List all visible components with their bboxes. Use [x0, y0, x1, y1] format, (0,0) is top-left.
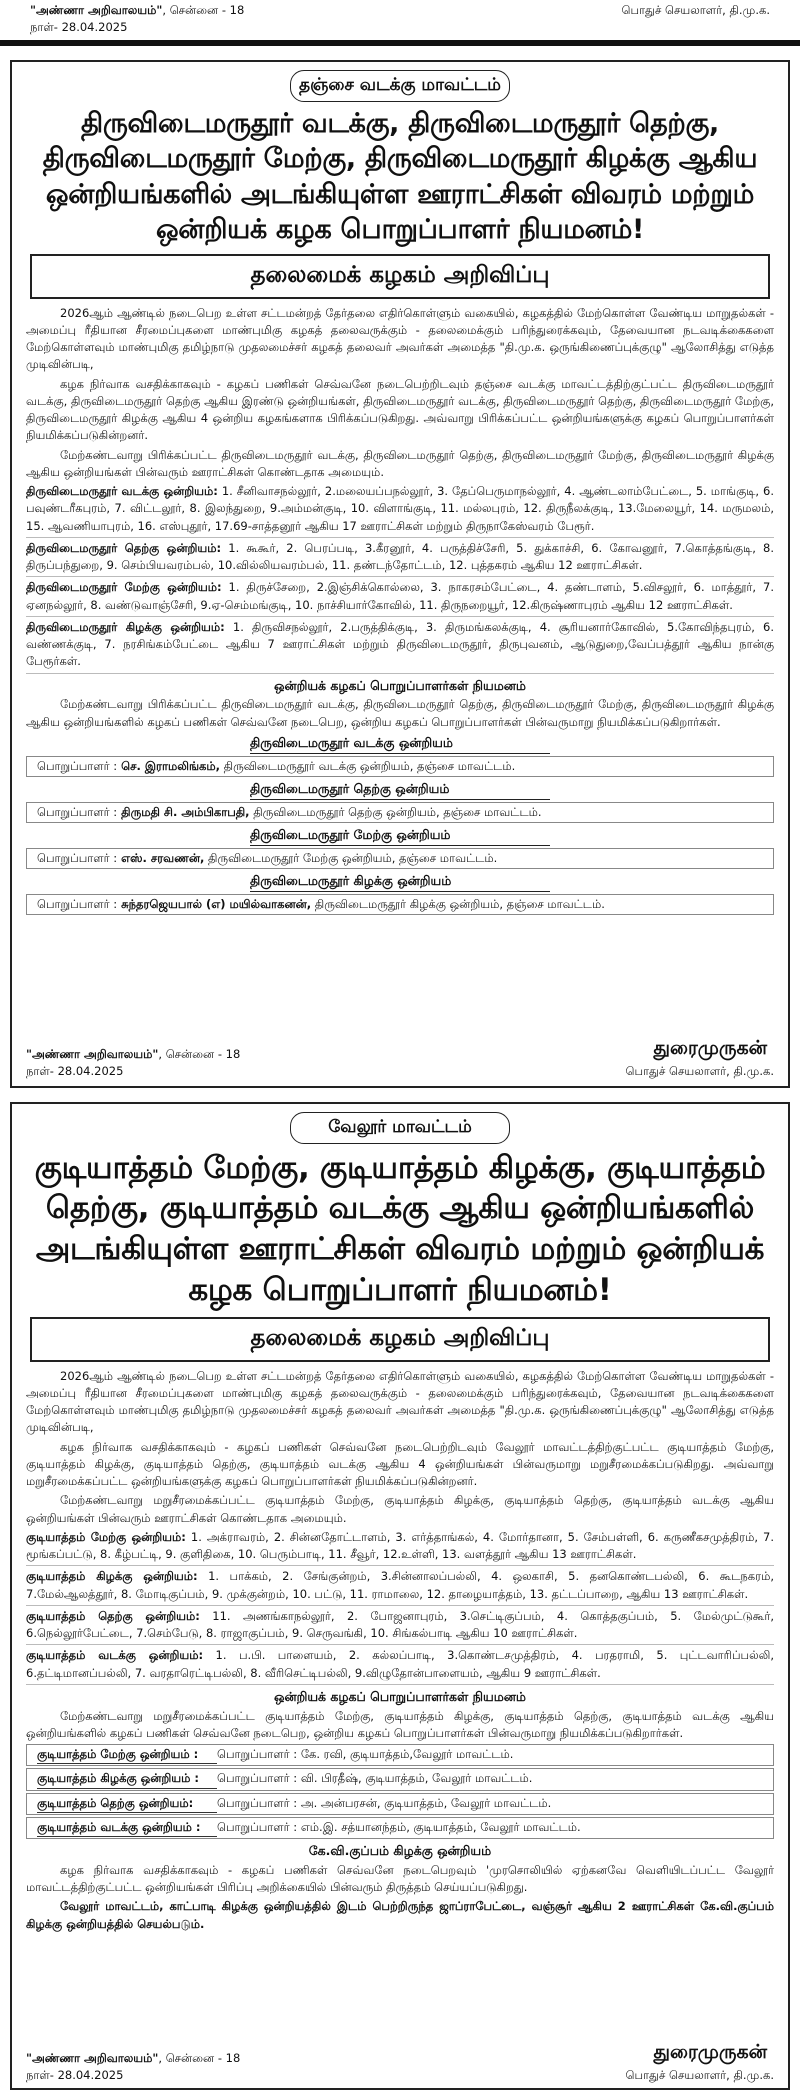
union-panchayats: 11. அணங்காநல்லூர், 2. போஜனாபுரம், 3.செட்டிகுப்பம், 4. கொத்தகுப்பம், 5. மேல்முட்டுகூர், 6.நெல்லூர்பேட்டை, 7.செம்பேடு, 8. ராஜாகுப்பம், 9. செருவங்கி, 10. சிங்கல்பாடி ஆகிய 10 ஊராட்சிகள்.: [26, 1608, 774, 1641]
appointee-detail: திருவிடைமருதூர் கிழக்கு ஒன்றியம், தஞ்சை மாவட்டம்.: [311, 896, 605, 911]
role-label: பொறுப்பாளர் :: [37, 804, 118, 819]
assignment-row: [26, 1817, 774, 1839]
assignment-row: [26, 756, 774, 777]
announcement-heading: தலைமைக் கழகம் அறிவிப்பு: [30, 254, 770, 299]
office-address: [26, 2050, 240, 2085]
role-label: பொறுப்பாளர் :: [37, 896, 118, 911]
appointee-name: எஸ். சரவணன்,: [117, 850, 205, 865]
assignment-row: [26, 1768, 774, 1790]
assignment-row: [26, 848, 774, 869]
announcement-heading: தலைமைக் கழகம் அறிவிப்பு: [30, 1317, 770, 1362]
notice-headline: குடியாத்தம் மேற்கு, குடியாத்தம் கிழக்கு, குடியாத்தம் தெற்கு, குடியாத்தம் வடக்கு ஆகிய ஒன்றியங்களில் அடங்கியுள்ள ஊராட்சிகள் விவரம் மற்றும் ஒன்றியக் கழக பொறுப்பாளர் நியமனம்!: [34, 1149, 766, 1309]
assignment-union-heading: திருவிடைமருதூர் வடக்கு ஒன்றியம்: [250, 734, 550, 754]
assignment-row: [26, 894, 774, 915]
office-name: "அண்ணா அறிவாலயம்": [30, 3, 163, 17]
union-label: திருவிடைமருதூர் கிழக்கு ஒன்றியம்:: [26, 619, 225, 634]
assignment-row: [26, 1793, 774, 1815]
union-list-item: [26, 540, 774, 578]
footer-date-row: [30, 19, 770, 36]
appointee-name: சுந்தரஜெயபால் (எ) மயில்வாகனன்,: [117, 896, 312, 911]
appointee-detail: பொறுப்பாளர் : எம்.இ. சத்யானந்தம், குடியாத்தம், வேலூர் மாவட்டம்.: [217, 1819, 581, 1834]
notice-date: நாள்- 28.04.2025: [26, 2067, 124, 2082]
appointment-paragraph: மேற்கண்டவாறு மறுசீரமைக்கப்பட்ட குடியாத்தம் மேற்கு, குடியாத்தம் கிழக்கு, குடியாத்தம் தெற்கு, குடியாத்தம் வடக்கு ஆகிய ஒன்றியங்களில் கழகப் பணிகள் செவ்வனே நடைபெற, ஒன்றிய கழகப் பொறுப்பாளர்கள் பின்வருமாறு நியமிக்கப்படுகிறார்கள்.: [26, 1708, 774, 1740]
appointment-heading: ஒன்றியக் கழகப் பொறுப்பாளர்கள் நியமனம்: [273, 1688, 526, 1704]
designation: பொதுச் செயலாளர், தி.மு.க.: [621, 3, 770, 17]
appointee-detail: திருவிடைமருதூர் மேற்கு ஒன்றியம், தஞ்சை மாவட்டம்.: [204, 850, 498, 865]
union-list-item: [26, 1529, 774, 1567]
signature-block: [26, 1034, 774, 1080]
union-panchayats: 1. கூகூர், 2. பெரப்படி, 3.கீரனூர், 4. பருத்திச்சேரி, 5. துக்காச்சி, 6. கோவனூர், 7.கொத்தங்குடி, 8. திருப்பந்துறை, 9. செம்பியவரம்பல், 10.வில்லியவரம்பல், 11. தண்டந்தோட்டம், 12. புத்தகரம் ஆகிய 12 ஊராட்சிகள்.: [26, 540, 774, 572]
assignment-union-heading: திருவிடைமருதூர் தெற்கு ஒன்றியம்: [250, 780, 550, 800]
union-panchayats: 1. ப.பி. பாளையம், 2. கல்லப்பாடி, 3.கொண்டசமுத்திரம், 4. பரதராமி, 5. புட்டவாரிப்பல்லி, 6.தட்டிமானப்பல்லி, 7. வரதாரெட்டிபல்லி, 8. வீரிசெட்டிபல்லி, 9.விழுதோன்பாளையம், ஆகிய 9 ஊராட்சிகள்.: [26, 1648, 774, 1680]
union-label: குடியாத்தம் வடக்கு ஒன்றியம்:: [26, 1648, 204, 1663]
union-label: திருவிடைமருதூர் தெற்கு ஒன்றியம்:: [26, 540, 222, 555]
office-city: , சென்னை - 18: [158, 2050, 241, 2065]
union-list-item: [26, 1568, 774, 1606]
designation: பொதுச் செயலாளர், தி.மு.க.: [625, 1063, 774, 1078]
signatory: [626, 2038, 774, 2084]
correction-paragraph: கழக நிர்வாக வசதிக்காகவும் - கழகப் பணிகள் செவ்வனே நடைபெறவும் 'முரசொலியில் ஏற்கனவே வெளியிடப்பட்ட வேலூர் மாவட்டத்திற்குட்பட்ட ஒன்றியங்கள் பிரிப்பு அறிக்கையில் பின்வரும் திருத்தம் செய்யப்படுகிறது.: [26, 1862, 774, 1895]
office-name: "அண்ணா அறிவாலயம்": [26, 2050, 159, 2065]
signatory-name: துரைமுருகன்: [653, 1037, 768, 1060]
appointee-detail: பொறுப்பாளர் : கே. ரவி, குடியாத்தம்,வேலூர் மாவட்டம்.: [217, 1747, 514, 1762]
appointee-detail: பொறுப்பாளர் : வி. பிரதீஷ், குடியாத்தம், வேலூர் மாவட்டம்.: [217, 1771, 533, 1786]
appointee-name: செ. இராமலிங்கம்,: [117, 758, 221, 773]
signatory-name: துரைமுருகன்: [653, 2041, 768, 2064]
designation: பொதுச் செயலாளர், தி.மு.க.: [625, 2067, 774, 2082]
appointee-detail: திருவிடைமருதூர் தெற்கு ஒன்றியம், தஞ்சை மாவட்டம்.: [249, 804, 542, 819]
assignment-row: [26, 1744, 774, 1766]
appointment-heading: ஒன்றியக் கழகப் பொறுப்பாளர்கள் நியமனம்: [273, 677, 526, 693]
notice-headline: திருவிடைமருதூர் வடக்கு, திருவிடைமருதூர் தெற்கு, திருவிடைமருதூர் மேற்கு, திருவிடைமருதூர் கிழக்கு ஆகிய ஒன்றியங்களில் அடங்கியுள்ள ஊராட்சிகள் விவரம் மற்றும் ஒன்றியக் கழக பொறுப்பாளர் நியமனம்!: [42, 107, 758, 246]
notice-date: நாள்- 28.04.2025: [26, 1063, 124, 1078]
union-list-item: [26, 1647, 774, 1685]
appointee-detail: திருவிடைமருதூர் வடக்கு ஒன்றியம், தஞ்சை மாவட்டம்.: [220, 758, 516, 773]
union-panchayats: 1. பாக்கம், 2. சேங்குன்றம், 3.சின்னாலப்பல்லி, 4. ஒலகாசி, 5. தனகொண்டபல்லி, 6. கூடநகரம், 7.மேல்ஆலத்தூர், 8. மோடிகுப்பம், 9. முக்குன்றம், 10. பட்டு, 11. ராமாலை, 12. தாழையாத்தம், 13. தட்டப்பாறை, ஆகிய 13 ஊராட்சிகள்.: [26, 1569, 775, 1601]
assignment-union-heading: திருவிடைமருதூர் கிழக்கு ஒன்றியம்: [250, 872, 550, 892]
division-paragraph: கழக நிர்வாக வசதிக்காகவும் - கழகப் பணிகள் செவ்வனே நடைபெற்றிடவும் தஞ்சை வடக்கு மாவட்டத்திற்குட்பட்ட திருவிடைமருதூர் வடக்கு, திருவிடைமருதூர் தெற்கு ஆகிய இரண்டு ஒன்றியங்கள், திருவிடைமருதூர் வடக்கு, திருவிடைமருதூர் தெற்கு, திருவிடைமருதூர் மேற்கு, திருவிடைமருதூர் கிழக்கு ஆகிய 4 ஒன்றிய கழகங்களாக பிரிக்கப்படுகிறது. அவ்வாறு பிரிக்கப்பட்ட ஒன்றியங்களுக்கு கழகப் பொறுப்பாளர்கள் நியமிக்கப்படுகின்றனர்.: [26, 376, 774, 443]
role-label: பொறுப்பாளர் :: [37, 850, 118, 865]
assignment-row: [26, 802, 774, 823]
intro-paragraph: 2026ஆம் ஆண்டில் நடைபெற உள்ள சட்டமன்றத் தேர்தலை எதிர்கொள்ளும் வகையில், கழகத்தில் மேற்கொள்ள வேண்டிய மாறுதல்கள் - அமைப்பு ரீதியான சீரமைப்புகளை மாண்புமிகு கழகத் தலைவருக்கும் - தலைமைக்கும் பரிந்துரைக்கவும், தேவையான நடவடிக்கைகளை மேற்கொள்ளவும் மாண்புமிகு தமிழ்நாடு முதலமைச்சர் கழகத் தலைவர் அவர்கள் அமைத்த "தி.மு.க. ஒருங்கிணைப்புக்குழு" ஆலோசித்து எடுத்த முடிவின்படி,: [26, 305, 774, 372]
office-city: , சென்னை - 18: [162, 3, 245, 17]
composition-paragraph: மேற்கண்டவாறு மறுசீரமைக்கப்பட்ட குடியாத்தம் மேற்கு, குடியாத்தம் கிழக்கு, குடியாத்தம் தெற்கு, குடியாத்தம் வடக்கு ஆகிய ஒன்றியங்கள் பின்வரும் ஊராட்சிகள் கொண்டதாக அமையும்.: [26, 1493, 774, 1525]
union-panchayats: 1. திருச்சேறை, 2.இஞ்சிக்கொல்லை, 3. நாகரசம்பேட்டை, 4. தண்டாளம், 5.விசலூர், 6. மாத்தூர், 7. ஏனநல்லூர், 8. வண்டுவாஞ்சேரி, 9.ஏ-செம்மங்குடி, 10. நாச்சியார்கோவில், 11. திருநறையூர், 12.கிருஷ்ணாபுரம் ஆகிய 12 ஊராட்சிகள்.: [26, 580, 774, 612]
union-label: குடியாத்தம் மேற்கு ஒன்றியம் :: [37, 1746, 217, 1764]
notice-date: நாள்- 28.04.2025: [30, 20, 128, 35]
union-panchayats: 1. திருவிசநல்லூர், 2.பருத்திக்குடி, 3. திருமங்கலக்குடி, 4. சூரியனார்கோவில், 5.கோவிந்தபுரம், 6. வண்ணக்குடி, 7. நரசிங்கம்பேட்டை ஆகிய 7 ஊராட்சிகள் மற்றும் திருவிடைமருதூர், திருபுவனம், ஆடுதுறை,வேப்பத்தூர் ஆகிய நான்கு பேரூர்கள்.: [26, 619, 774, 669]
union-list-item: [26, 483, 774, 538]
composition-paragraph: மேற்கண்டவாறு பிரிக்கப்பட்ட திருவிடைமருதூர் வடக்கு, திருவிடைமருதூர் தெற்கு, திருவிடைமருதூர் மேற்கு, திருவிடைமருதூர் கிழக்கு ஆகிய ஒன்றியங்கள் பின்வரும் ஊராட்சிகள் கொண்டதாக அமையும்.: [26, 447, 774, 479]
appointment-paragraph: மேற்கண்டவாறு பிரிக்கப்பட்ட திருவிடைமருதூர் வடக்கு, திருவிடைமருதூர் தெற்கு, திருவிடைமருதூர் மேற்கு, திருவிடைமருதூர் கிழக்கு ஆகிய ஒன்றியங்களில் கழகப் பணிகள் செவ்வனே நடைபெற, ஒன்றிய கழகப் பொறுப்பாளர்கள் பின்வருமாறு நியமிக்கப்படுகிறார்கள்.: [26, 697, 774, 729]
office-name: "அண்ணா அறிவாலயம்": [26, 1046, 159, 1061]
office-address: [30, 2, 244, 19]
notice-vellore: [10, 1102, 790, 2090]
union-label: திருவிடைமருதூர் மேற்கு ஒன்றியம்:: [26, 580, 222, 595]
appointee-name: திருமதி சி. அம்பிகாபதி,: [117, 804, 250, 819]
union-label: குடியாத்தம் தெற்கு ஒன்றியம்:: [37, 1795, 217, 1813]
previous-notice-footer: [0, 0, 800, 46]
union-list-item: [26, 579, 774, 617]
union-label: குடியாத்தம் கிழக்கு ஒன்றியம் :: [37, 1770, 217, 1788]
union-label: குடியாத்தம் கிழக்கு ஒன்றியம்:: [26, 1569, 198, 1584]
office-address: [26, 1046, 240, 1081]
notice-thanjavur: [10, 60, 790, 1088]
district-title: வேலூர் மாவட்டம்: [290, 1112, 510, 1144]
union-label: குடியாத்தம் தெற்கு ஒன்றியம்:: [26, 1608, 200, 1623]
assignment-union-heading: திருவிடைமருதூர் மேற்கு ஒன்றியம்: [250, 826, 550, 846]
appointee-detail: பொறுப்பாளர் : அ. அன்பரசன், குடியாத்தம், வேலூர் மாவட்டம்.: [217, 1795, 552, 1810]
kv-kuppam-heading: கே.வி.குப்பம் கிழக்கு ஒன்றியம்: [308, 1843, 492, 1859]
union-panchayats: 1. அக்ராவரம், 2. சின்னதோட்டாளம், 3. எர்த்தாங்கல், 4. மோர்தானா, 5. சேம்பள்ளி, 6. கருணீகசமுத்திரம், 7. மூங்கப்பட்டு, 8. கீழ்பட்டி, 9. குளிதிகை, 10. பெரும்பாடி, 11. சீவூர், 12.உள்ளி, 13. வளத்தூர் ஆகிய 13 ஊராட்சிகள்.: [26, 1529, 774, 1562]
signatory: [626, 1034, 774, 1080]
transfer-paragraph: வேலூர் மாவட்டம், காட்பாடி கிழக்கு ஒன்றியத்தில் இடம் பெற்றிருந்த ஜாப்ராபேட்டை, வஞ்சூர் ஆகிய 2 ஊராட்சிகள் கே.வி.குப்பம் கிழக்கு ஒன்றியத்தில் செயல்படும்.: [26, 1899, 774, 1931]
union-label: குடியாத்தம் வடக்கு ஒன்றியம் :: [37, 1819, 217, 1837]
union-list-item: [26, 1608, 774, 1646]
intro-paragraph: 2026ஆம் ஆண்டில் நடைபெற உள்ள சட்டமன்றத் தேர்தலை எதிர்கொள்ளும் வகையில், கழகத்தில் மேற்கொள்ள வேண்டிய மாறுதல்கள் - அமைப்பு ரீதியான சீரமைப்புகளை மாண்புமிகு கழகத் தலைவருக்கும் - தலைமைக்கும் பரிந்துரைக்கவும், தேவையான நடவடிக்கைகளை மேற்கொள்ளவும் மாண்புமிகு தமிழ்நாடு முதலமைச்சர் கழகத் தலைவர் அவர்கள் அமைத்த "தி.மு.க. ஒருங்கிணைப்புக்குழு" ஆலோசித்து எடுத்த முடிவின்படி,: [26, 1368, 774, 1435]
signature-block: [26, 2038, 774, 2084]
union-panchayats: 1. சீனிவாசநல்லூர், 2.மலையப்பநல்லூர், 3. தேப்பெருமாநல்லூர், 4. ஆண்டலாம்பேட்டை, 5. மாங்குடி, 6. பவுண்டரீகபுரம், 7. விட்டலூர், 8. இலந்துறை, 9.அம்மன்குடி, 10. விளாங்குடி, 11. மல்லபுரம், 12. திருநீலக்குடி, 13.மேலையூர், 14. மருமலம், 15. ஆவணியாபுரம், 16. எஸ்புதூர், 17.69-சாத்தனூர் ஆகிய 17 ஊராட்சிகள் மற்றும் திருநாகேஸ்வரம் பேரூர்.: [26, 484, 774, 533]
union-label: திருவிடைமருதூர் வடக்கு ஒன்றியம்:: [26, 484, 218, 498]
division-paragraph: கழக நிர்வாக வசதிக்காகவும் - கழகப் பணிகள் செவ்வனே நடைபெற்றிடவும் வேலூர் மாவட்டத்திற்குட்பட்ட குடியாத்தம் மேற்கு, குடியாத்தம் கிழக்கு, குடியாத்தம் தெற்கு, குடியாத்தம் வடக்கு ஆகிய 4 ஒன்றியங்கள் பின்வருமாறு மறுசீரமைக்கப்படுகிறது. அவ்வாறு மறுசீரமைக்கப்பட்ட ஒன்றியங்களுக்கு கழகப் பொறுப்பாளர்கள் நியமிக்கப்படுகின்றனர்.: [26, 1439, 774, 1489]
district-title: தஞ்சை வடக்கு மாவட்டம்: [290, 70, 510, 102]
role-label: பொறுப்பாளர் :: [37, 758, 118, 773]
office-city: , சென்னை - 18: [158, 1046, 241, 1061]
union-label: குடியாத்தம் மேற்கு ஒன்றியம்:: [26, 1529, 186, 1544]
footer-row: [30, 0, 770, 19]
union-list-item: [26, 619, 774, 674]
